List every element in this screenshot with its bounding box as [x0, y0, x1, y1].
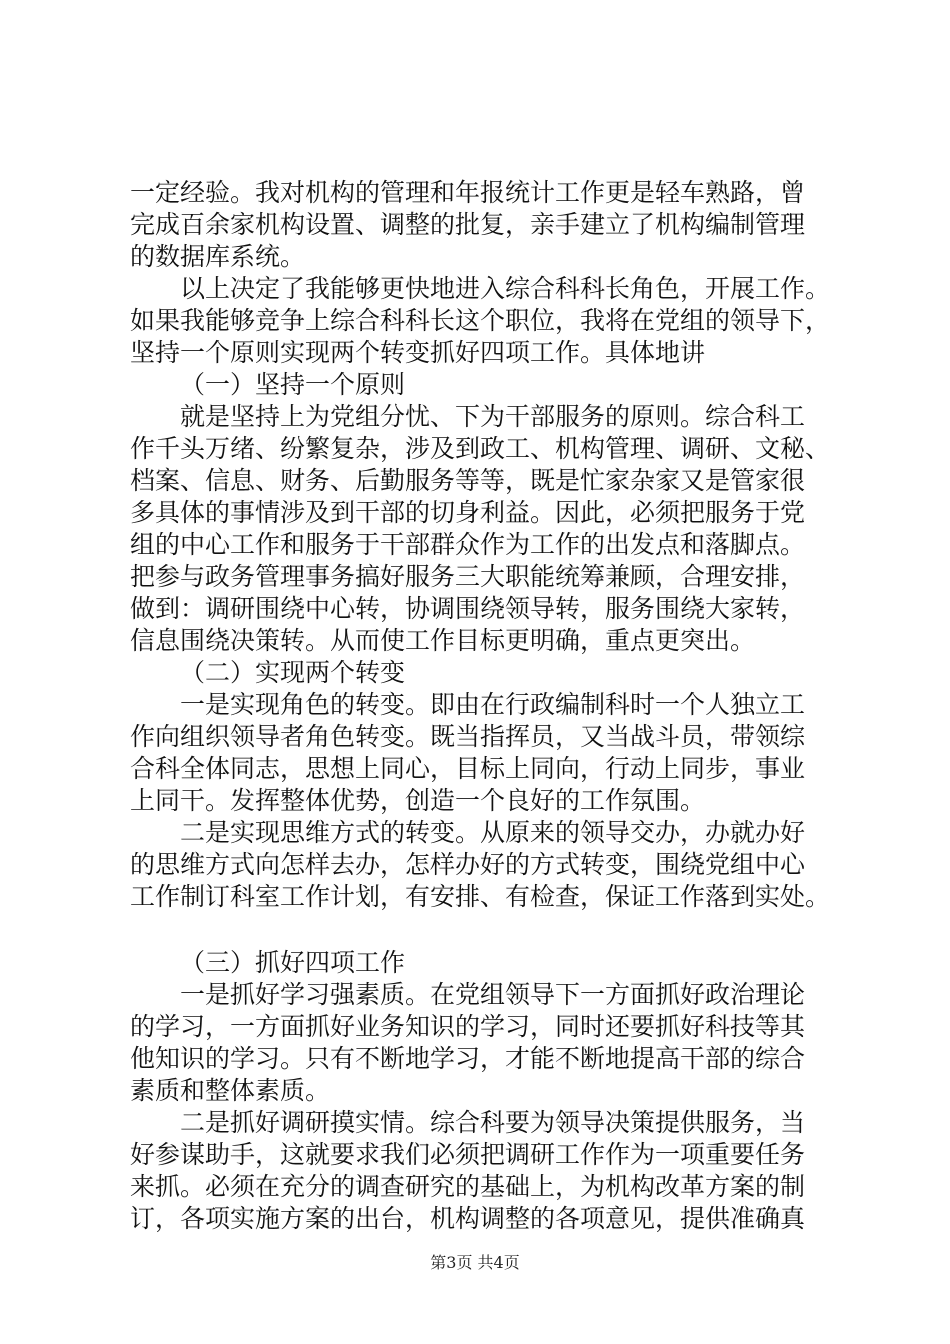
section-heading — [130, 657, 836, 689]
text-line: 一是实现角色的转变。即由在行政编制科时一个人独立工 — [180, 690, 806, 719]
text-line: 一是抓好学习强素质。在党组领导下一方面抓好政治理论 — [180, 980, 806, 1009]
text-line: 把参与政务管理事务搞好服务三大职能统筹兼顾，合理安排， — [130, 562, 806, 591]
section-heading — [130, 369, 836, 401]
paragraph — [130, 689, 836, 817]
text-line: 订，各项实施方案的出台，机构调整的各项意见，提供准确真 — [130, 1204, 806, 1233]
text-line: 坚持一个原则实现两个转变抓好四项工作。具体地讲 — [130, 338, 706, 367]
text-line: 作千头万绪、纷繁复杂，涉及到政工、机构管理、调研、文秘、 — [130, 434, 831, 463]
text-line: 来抓。必须在充分的调查研究的基础上，为机构改革方案的制 — [130, 1172, 806, 1201]
text-line: 完成百余家机构设置、调整的批复，亲手建立了机构编制管理 — [130, 210, 806, 239]
text-line: 素质和整体素质。 — [130, 1076, 331, 1105]
text-line: 信息围绕决策转。从而使工作目标更明确，重点更突出。 — [130, 626, 756, 655]
text-line: 组的中心工作和服务于干部群众作为工作的出发点和落脚点。 — [130, 530, 806, 559]
paragraph — [130, 817, 836, 913]
text-line: 合科全体同志，思想上同心，目标上同向，行动上同步，事业 — [130, 754, 806, 783]
heading-text: （二）实现两个转变 — [180, 658, 406, 687]
text-line: 上同干。发挥整体优势，创造一个良好的工作氛围。 — [130, 786, 706, 815]
text-line: 他知识的学习。只有不断地学习，才能不断地提高干部的综合 — [130, 1044, 806, 1073]
text-line: 以上决定了我能够更快地进入综合科科长角色，开展工作。 — [180, 274, 831, 303]
text-line: 的学习，一方面抓好业务知识的学习，同时还要抓好科技等其 — [130, 1012, 806, 1041]
text-line: 如果我能够竞争上综合科科长这个职位，我将在党组的领导下， — [130, 306, 831, 335]
paragraph — [130, 1107, 836, 1235]
paragraph — [130, 177, 836, 273]
text-line: 一定经验。我对机构的管理和年报统计工作更是轻车熟路，曾 — [130, 178, 806, 207]
document-body — [130, 177, 836, 1235]
text-line: 二是实现思维方式的转变。从原来的领导交办，办就办好 — [180, 818, 806, 847]
page-number-footer: 第3页 共4页 — [430, 1253, 520, 1272]
text-line: 的数据库系统。 — [130, 242, 306, 271]
paragraph — [130, 979, 836, 1107]
paragraph — [130, 401, 836, 657]
text-line: 档案、信息、财务、后勤服务等等，既是忙家杂家又是管家很 — [130, 466, 806, 495]
text-line: 多具体的事情涉及到干部的切身利益。因此，必须把服务于党 — [130, 498, 806, 527]
text-line: 好参谋助手，这就要求我们必须把调研工作作为一项重要任务 — [130, 1140, 806, 1169]
paragraph — [130, 273, 836, 369]
text-line: 就是坚持上为党组分忧、下为干部服务的原则。综合科工 — [180, 402, 806, 431]
heading-text: （三）抓好四项工作 — [180, 948, 406, 977]
text-line: 的思维方式向怎样去办，怎样办好的方式转变，围绕党组中心 — [130, 850, 806, 879]
text-line: 二是抓好调研摸实情。综合科要为领导决策提供服务，当 — [180, 1108, 806, 1137]
text-line: 作向组织领导者角色转变。既当指挥员，又当战斗员，带领综 — [130, 722, 806, 751]
blank-line — [130, 913, 836, 947]
section-heading — [130, 947, 836, 979]
text-line: 做到：调研围绕中心转，协调围绕领导转，服务围绕大家转， — [130, 594, 806, 623]
heading-text: （一）坚持一个原则 — [180, 370, 406, 399]
text-line: 工作制订科室工作计划，有安排、有检查，保证工作落到实处。 — [130, 882, 831, 911]
